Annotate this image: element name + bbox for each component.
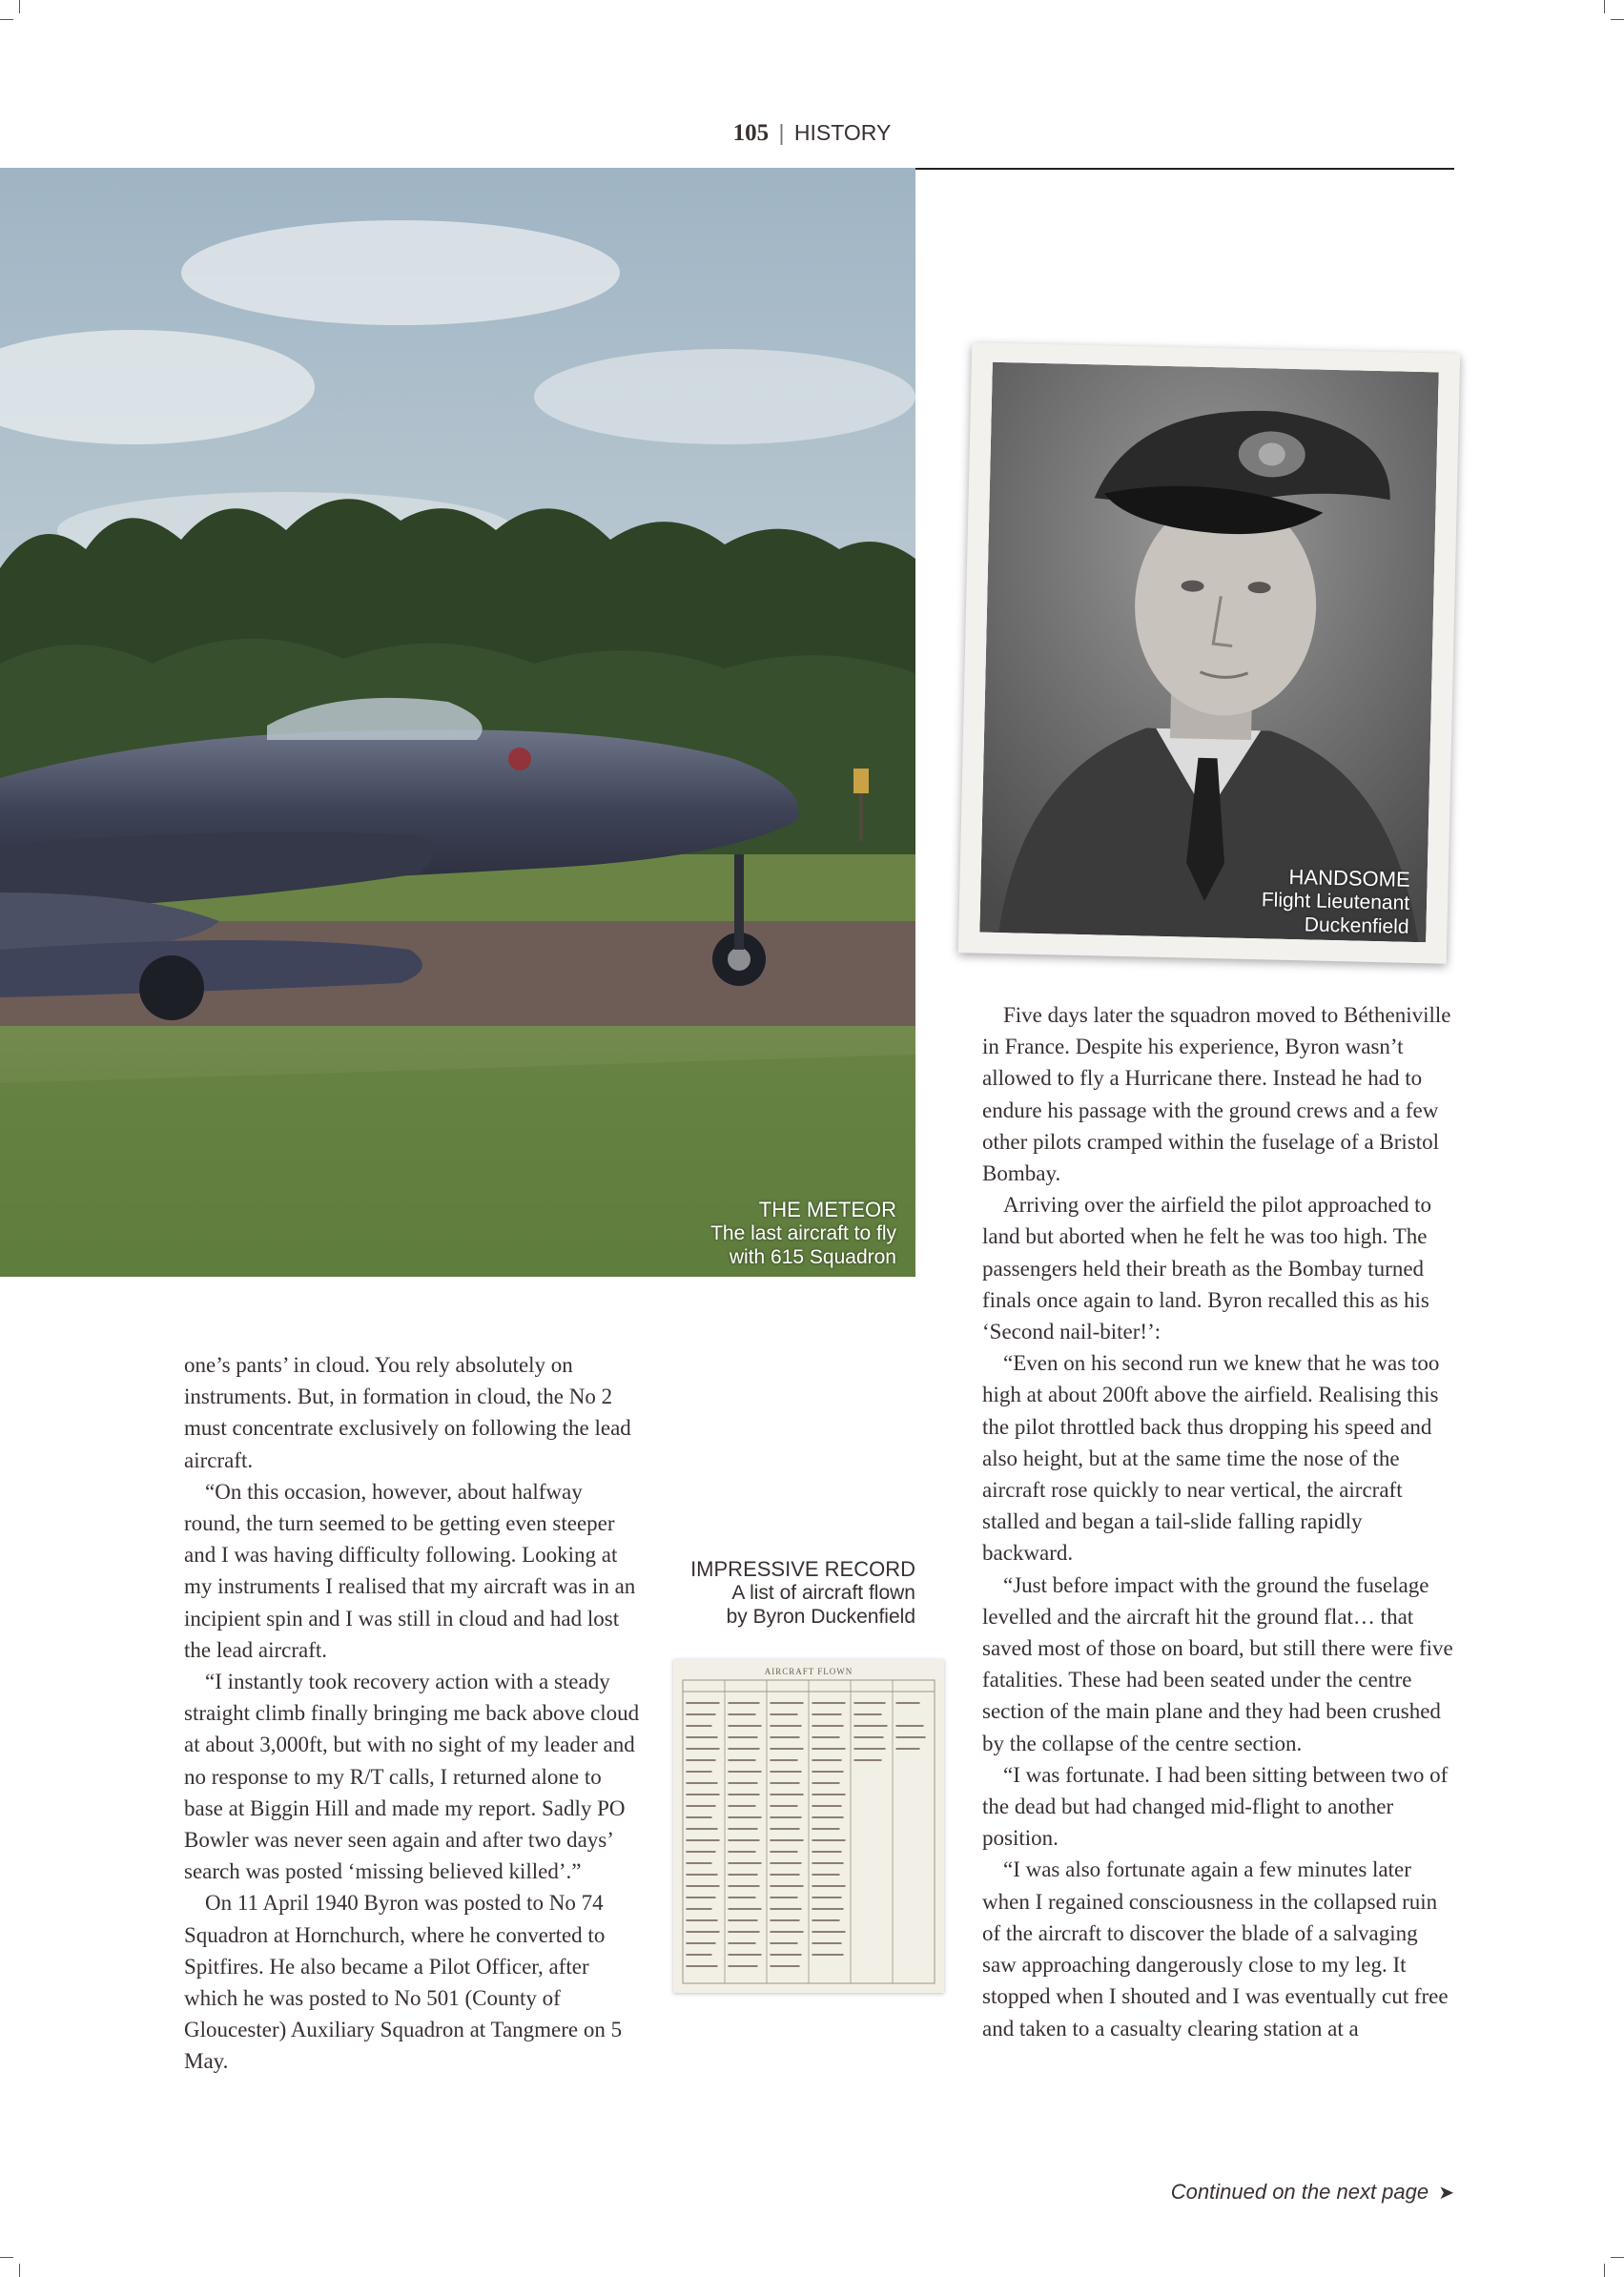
crop-mark: [1604, 0, 1605, 13]
crop-mark: [0, 19, 13, 20]
meteor-jet-image: [0, 168, 915, 1277]
meteor-caption-line: The last aircraft to fly: [710, 1222, 896, 1244]
arrow-right-icon: ➤: [1438, 2183, 1454, 2204]
crop-mark: [19, 0, 20, 13]
meteor-caption-title: THE METEOR: [758, 1198, 896, 1221]
meteor-photo: [0, 168, 915, 1277]
record-caption: [668, 1557, 915, 1629]
page-header: [0, 120, 1624, 147]
paragraph: “On this occasion, however, about halfway round, the turn seemed to be getting even steeper and I was having difficulty following. Looking at my instruments I realised that my aircraft was in an incipient spin and I was still in cloud and had lost the lead aircraft.: [184, 1479, 636, 1662]
article-column-left: [184, 1349, 644, 2078]
section-title: HISTORY: [793, 120, 892, 145]
aircraft-flown-record: [673, 1659, 944, 1993]
paragraph: Five days later the squadron moved to Bétheniville in France. Despite his experience, Byron wasn’t allowed to fly a Hurricane there. Instead he had to endure his passage with the ground crews and a few other pilots cramped within the fuselage of a Bristol Bombay.: [982, 1003, 1451, 1186]
page-number: 105: [732, 120, 770, 146]
continued-note: [1171, 2180, 1454, 2205]
portrait-caption-line: Duckenfield: [1304, 913, 1409, 938]
paragraph: “Just before impact with the ground the fuselage levelled and the aircraft hit the ground flat… that saved most of those on board, but still there were five fatalities. These had been seated under the centre section of the main plane and they had been crushed by the collapse of the centre section.: [982, 1572, 1453, 1755]
paragraph: Arriving over the airfield the pilot approached to land but aborted when he felt he was too high. The passengers held their breath as the Bombay turned finals once again to land. Byron recalled this as his ‘Second nail-biter!’:: [982, 1193, 1431, 1344]
paragraph: “I was also fortunate again a few minutes later when I regained consciousness in the collapsed ruin of the aircraft to discover the blade of a salvaging saw approaching dangerously close to my leg. It stopped when I shouted and I was eventually cut free and taken to a casualty clearing station at a: [982, 1857, 1449, 2041]
handwritten-list-image: [673, 1659, 944, 1993]
meteor-caption-line: with 615 Squadron: [729, 1246, 896, 1268]
continued-text: Continued on the next page: [1170, 2180, 1429, 2204]
paragraph: “I was fortunate. I had been sitting between two of the dead but had changed mid-flight to another position.: [982, 1762, 1449, 1851]
crop-mark: [1604, 2264, 1605, 2277]
paragraph: On 11 April 1940 Byron was posted to No 74 Squadron at Hornchurch, where he converted to Spitfires. He also became a Pilot Officer, after which he was posted to No 501 (County of Gloucester) Auxiliary Squadron at Tangmere on 5 May.: [184, 1891, 623, 2074]
portrait-caption: [1261, 864, 1410, 939]
crop-mark: [0, 2257, 13, 2258]
officer-portrait-image: [979, 362, 1438, 942]
paragraph: “I instantly took recovery action with a steady straight climb finally bringing me back above cloud at about 3,000ft, but with no sight of my leader and no response to my R/T calls, I returned alone to base at Biggin Hill and made my report. Sadly PO Bowler was never seen again and after two days’ search was posted ‘missing believed killed’.”: [184, 1670, 640, 1884]
record-caption-line: by Byron Duckenfield: [726, 1606, 915, 1628]
crop-mark: [19, 2264, 20, 2277]
portrait-caption-title: HANDSOME: [1288, 864, 1410, 892]
article-column-right: [982, 999, 1454, 2044]
record-caption-line: A list of aircraft flown: [731, 1582, 915, 1604]
crop-mark: [1611, 19, 1624, 20]
portrait-caption-line: Flight Lieutenant: [1261, 889, 1410, 914]
header-rule: [915, 168, 1454, 170]
paragraph: “Even on his second run we knew that he was too high at about 200ft above the airfield. Realising this the pilot throttled back thus dropping his speed and also height, but at the same time the nose of the aircraft rose quickly to near vertical, the aircraft stalled and began a tail-slide falling rapidly backward.: [982, 1351, 1440, 1566]
portrait-photo: [979, 362, 1438, 942]
portrait-print: [958, 342, 1460, 963]
header-separator: |: [778, 120, 785, 145]
meteor-caption: [710, 1198, 896, 1269]
record-sheet-heading: AIRCRAFT FLOWN: [764, 1667, 853, 1676]
record-caption-title: IMPRESSIVE RECORD: [690, 1557, 915, 1581]
crop-mark: [1611, 2257, 1624, 2258]
paragraph: one’s pants’ in cloud. You rely absolutely on instruments. But, in formation in cloud, the No 2 must concentrate exclusively on following the lead aircraft.: [184, 1353, 631, 1472]
